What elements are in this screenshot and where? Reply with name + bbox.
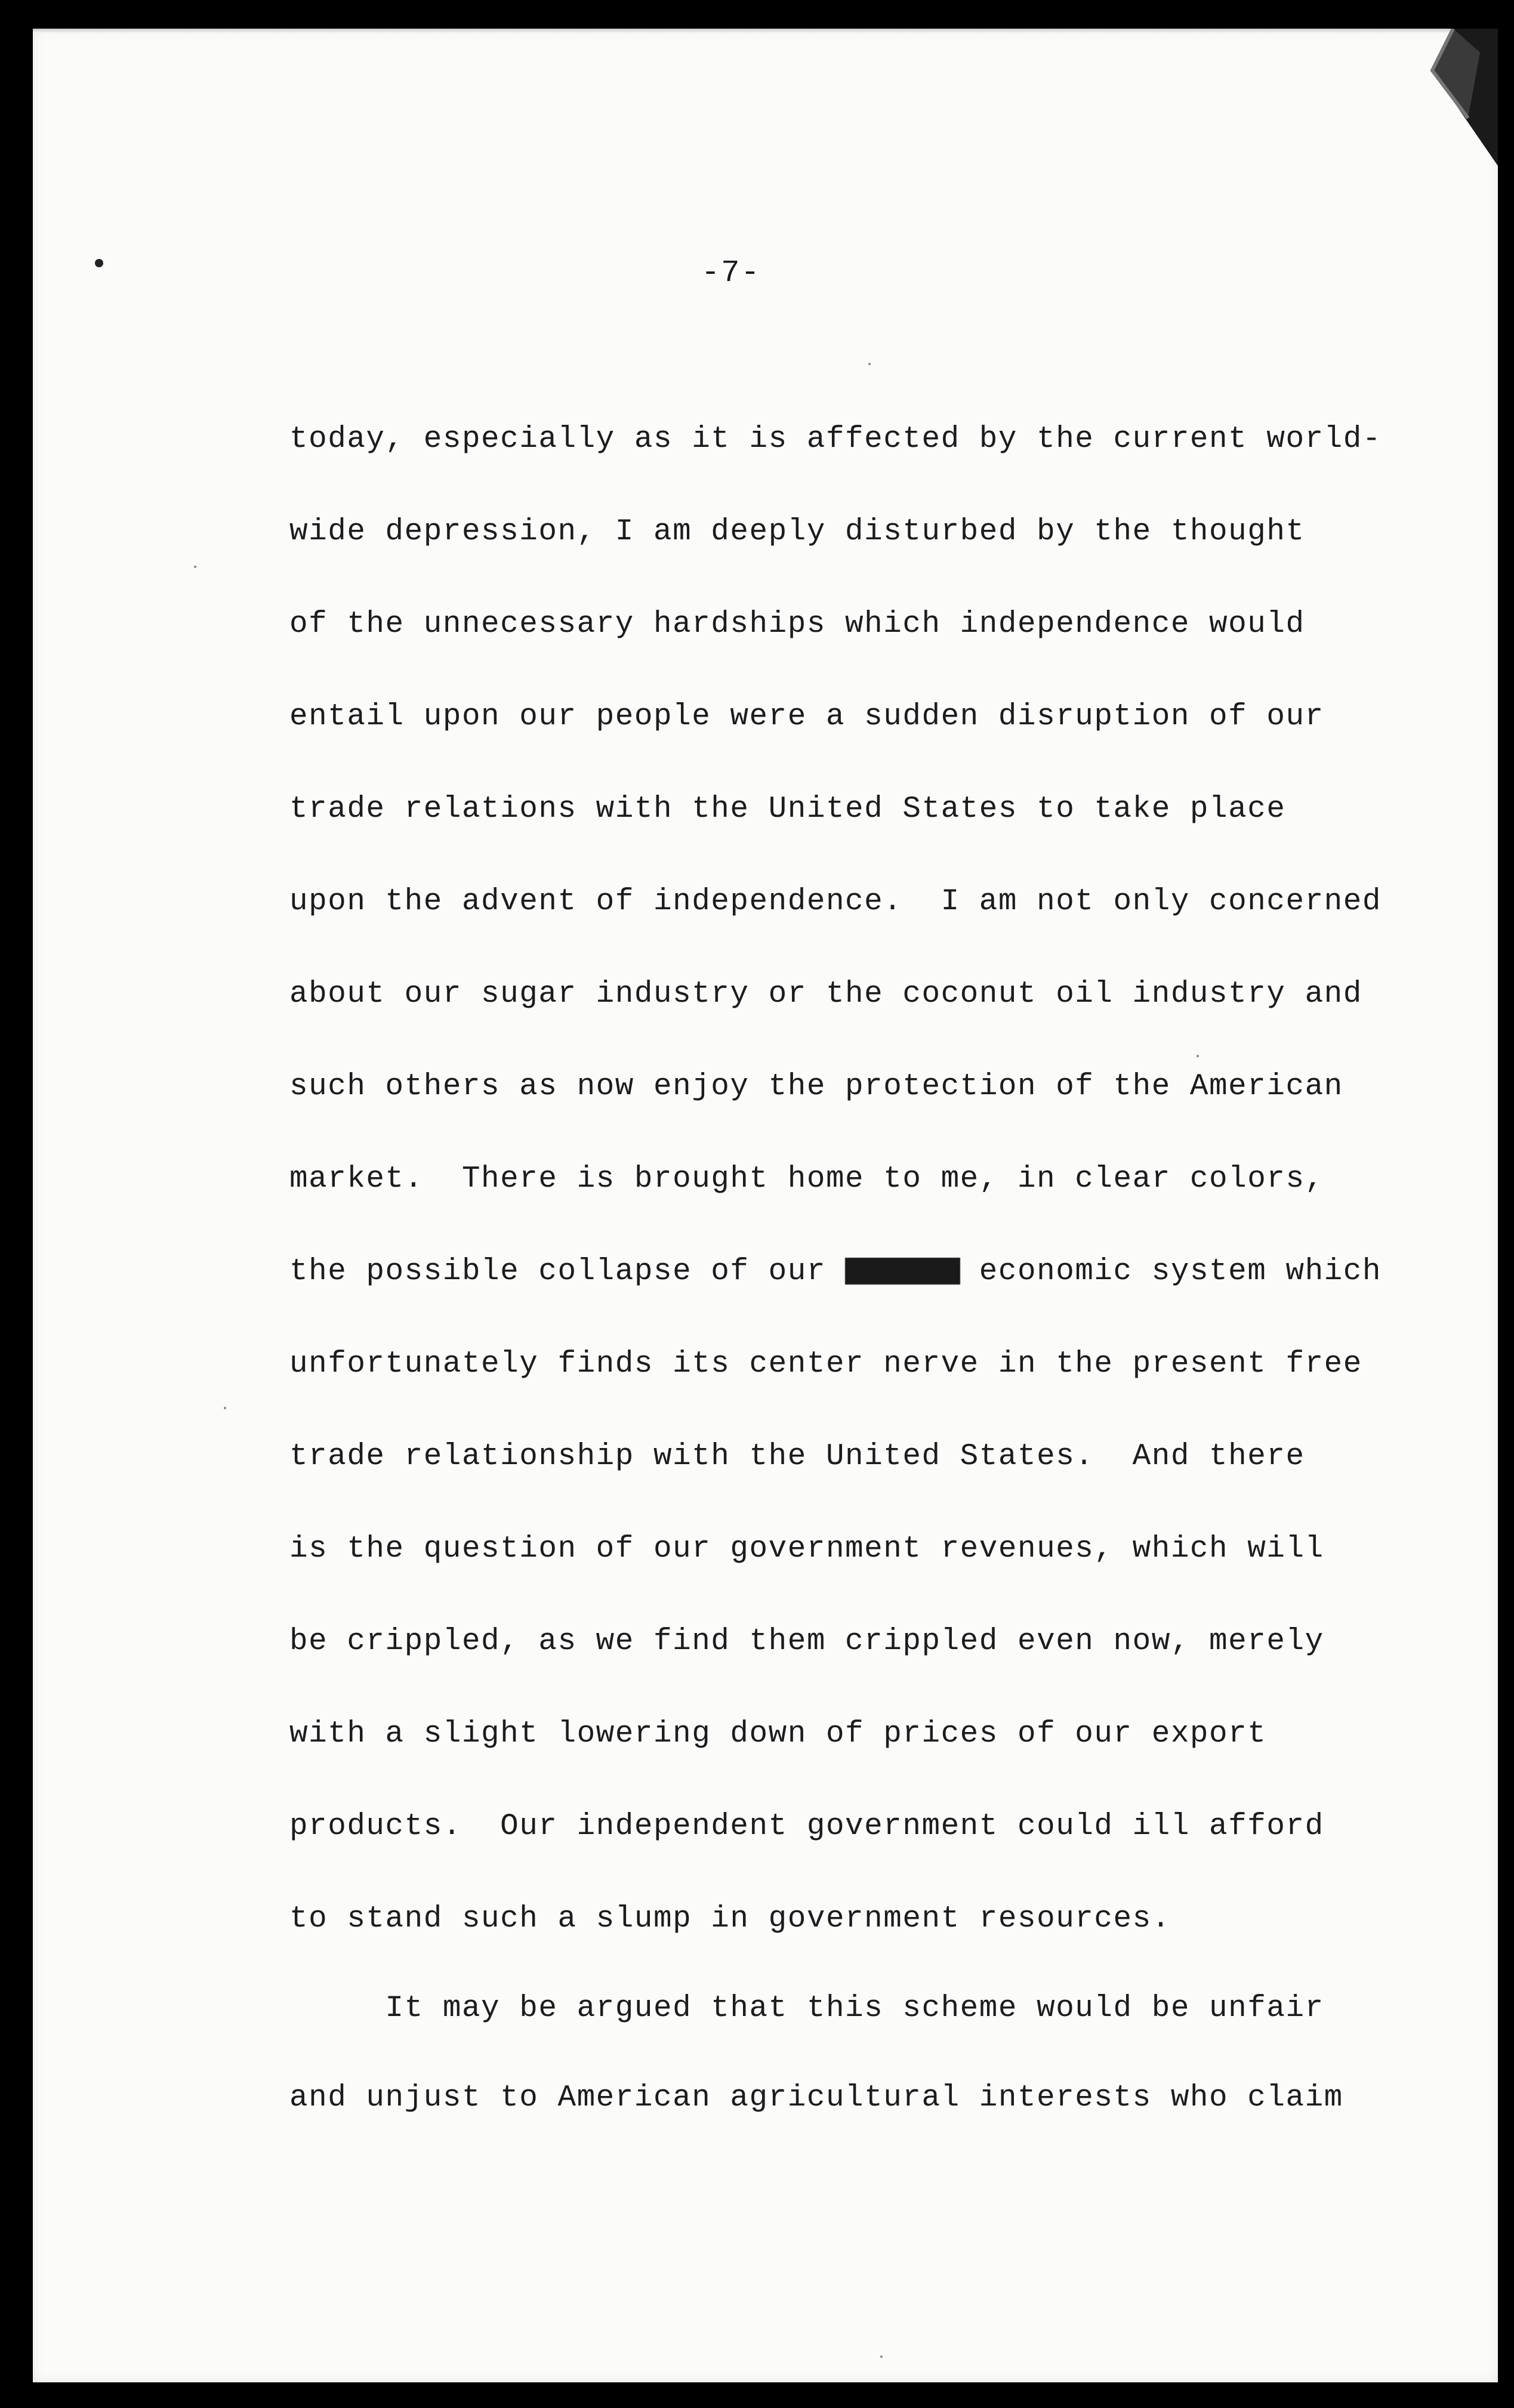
struck-out-word: xxxxxx [845,1257,960,1292]
text-line: trade relationship with the United States. And there [289,1440,1305,1474]
text-line: such others as now enjoy the protection of the American [289,1070,1343,1104]
body-text [33,29,1498,2382]
text-line: It may be argued that this scheme would be unfair [289,1992,1324,2026]
text-line: is the question of our government revenues, which will [289,1532,1324,1566]
text-line: about our sugar industry or the coconut oil industry and [289,977,1362,1011]
text-line: unfortunately finds its center nerve in the present free [289,1347,1362,1381]
paper-speck [880,2355,883,2358]
text-line: trade relations with the United States to take place [289,792,1286,826]
text-line: upon the advent of independence. I am not only concerned [289,885,1382,919]
typewritten-page [33,29,1498,2382]
text-line-part: the possible collapse of our [289,1255,846,1289]
text-line-part: economic system which [960,1255,1382,1289]
text-line: products. Our independent government could ill afford [289,1810,1324,1844]
text-line: of the unnecessary hardships which independence would [289,607,1305,641]
text-line: be crippled, as we find them crippled even now, merely [289,1625,1324,1659]
text-line: and unjust to American agricultural interests who claim [289,2081,1343,2115]
text-line-with-strikeout [289,1255,1382,1292]
text-line: market. There is brought home to me, in clear colors, [289,1162,1324,1196]
paper-speck [224,1407,226,1409]
paper-speck [868,363,871,365]
text-line: wide depression, I am deeply disturbed by the thought [289,515,1305,549]
text-line: entail upon our people were a sudden disruption of our [289,700,1324,734]
text-line: today, especially as it is affected by the current world- [289,422,1382,456]
text-line: with a slight lowering down of prices of our export [289,1717,1267,1751]
page-number: -7- [701,255,761,291]
paper-speck [1197,1055,1199,1057]
text-line: to stand such a slump in government resources. [289,1902,1171,1936]
paper-speck [194,566,196,568]
